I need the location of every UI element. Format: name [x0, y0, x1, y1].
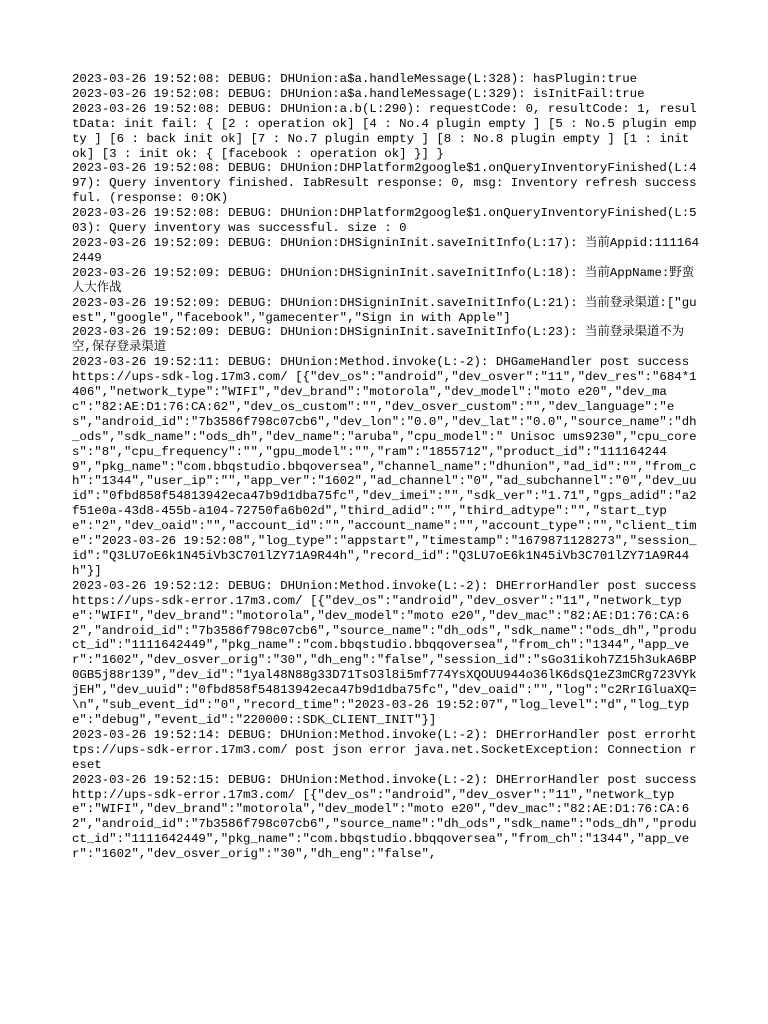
log-line: 2023-03-26 19:52:15: DEBUG: DHUnion:Method.invoke(L:-2): DHErrorHandler post success http://ups-sdk-error.17m3.com/ [{"dev_os":"android","dev_osver":"11","network_type":"WIFI","dev_brand":"motorola","dev_model":"moto e20","dev_mac":"82:AE:D1:76:CA:62","android_id":"7b3586f798c07cb6","source_name":"dh_ods","sdk_name":"ods_dh","product_id":"1111642449","pkg_name":"com.bbqstudio.bbqqoversea","from_ch":"1344","app_ver":"1602","dev_osver_orig":"30","dh_eng":"false",	[72, 772, 705, 862]
log-line: 2023-03-26 19:52:11: DEBUG: DHUnion:Method.invoke(L:-2): DHGameHandler post success https://ups-sdk-log.17m3.com/ [{"dev_os":"android","dev_osver":"11","dev_res":"684*1406","network_type":"WIFI","dev_brand":"motorola","dev_model":"moto e20","dev_mac":"82:AE:D1:76:CA:62","dev_os_custom":"","dev_osver_custom":"","dev_language":"es","android_id":"7b3586f798c07cb6","dev_lon":"0.0","dev_lat":"0.0","source_name":"dh_ods","sdk_name":"ods_dh","dev_name":"aruba","cpu_model":" Unisoc ums9230","cpu_cores":"8","cpu_frequency":"","gpu_model":"","ram":"1855712","product_id":"1111642449","pkg_name":"com.bbqstudio.bbqoversea","channel_name":"dhunion","ad_id":"","from_ch":"1344","user_ip":"","app_ver":"1602","ad_channel":"0","ad_subchannel":"0","dev_uuid":"0fbd858f54813942eca47b9d1dba75fc","dev_imei":"","sdk_ver":"1.71","gps_adid":"a2f51e0a-43d8-455b-a104-72750fa6b02d","third_adid":"","third_adtype":"","start_type":"2","dev_oaid":"","account_id":"","account_name":"","account_type":"","client_time":"2023-03-26 19:52:08","log_type":"appstart","timestamp":"1679871128273","session_id":"Q3LU7oE6k1N45iVb3C701lZY71A9R44h","record_id":"Q3LU7oE6k1N45iVb3C701lZY71A9R44h"}]	[72, 355, 697, 578]
log-line: 2023-03-26 19:52:14: DEBUG: DHUnion:Method.invoke(L:-2): DHErrorHandler post errorhttps://ups-sdk-error.17m3.com/ post json error java.net.SocketException: Connection reset	[72, 727, 697, 772]
log-line: 2023-03-26 19:52:08: DEBUG: DHUnion:a$a.handleMessage(L:328): hasPlugin:true	[72, 72, 638, 86]
log-output	[72, 72, 705, 862]
log-line: 2023-03-26 19:52:12: DEBUG: DHUnion:Method.invoke(L:-2): DHErrorHandler post success https://ups-sdk-error.17m3.com/ [{"dev_os":"android","dev_osver":"11","network_type":"WIFI","dev_brand":"motorola","dev_model":"moto e20","dev_mac":"82:AE:D1:76:CA:62","android_id":"7b3586f798c07cb6","source_name":"dh_ods","sdk_name":"ods_dh","product_id":"1111642449","pkg_name":"com.bbqstudio.bbqqoversea","from_ch":"1344","app_ver":"1602","dev_osver_orig":"30","dh_eng":"false","session_id":"sGo31ikoh7Z15h3ukA6BP0GB5j88r139","dev_id":"1yal48N88g33D71TsO3l8i5mf774YsXQOUU944o36lK6dsQ1eZ3mCRg723VYkjEH","dev_uuid":"0fbd858f54813942eca47b9d1dba75fc","dev_oaid":"","log":"c2RrIGluaXQ=\n","sub_event_id":"0","record_time":"2023-03-26 19:52:07","log_level":"d","log_type":"debug","event_id":"220000::SDK_CLIENT_INIT"}]	[72, 578, 705, 727]
log-line: 2023-03-26 19:52:09: DEBUG: DHUnion:DHSigninInit.saveInitInfo(L:21): 当前登录渠道:["guest","google","facebook","gamecenter","Sign in with Apple"]	[72, 295, 697, 325]
log-line: 2023-03-26 19:52:09: DEBUG: DHUnion:DHSigninInit.saveInitInfo(L:17): 当前Appid:1111642449	[72, 235, 700, 265]
log-line: 2023-03-26 19:52:08: DEBUG: DHUnion:DHPlatform2google$1.onQueryInventoryFinished(L:503): Query inventory was successful. size : 0	[72, 206, 697, 236]
log-line: 2023-03-26 19:52:08: DEBUG: DHUnion:a.b(L:290): requestCode: 0, resultCode: 1, resultData: init fail: { [2 : operation ok] [4 : No.4 plugin empty ] [5 : No.5 plugin empty ] [6 : back init ok] [7 : No.7 plugin empty ] [8 : No.8 plugin empty ] [1 : init ok] [3 : init ok: { [facebook : operation ok] }] }	[72, 101, 697, 161]
log-line: 2023-03-26 19:52:08: DEBUG: DHUnion:a$a.handleMessage(L:329): isInitFail:true	[72, 86, 645, 101]
log-line: 2023-03-26 19:52:09: DEBUG: DHUnion:DHSigninInit.saveInitInfo(L:23): 当前登录渠道不为空,保存登录渠道	[72, 325, 685, 355]
log-line: 2023-03-26 19:52:08: DEBUG: DHUnion:DHPlatform2google$1.onQueryInventoryFinished(L:497): Query inventory finished. IabResult response: 0, msg: Inventory refresh successful. (response: 0:OK)	[72, 161, 697, 206]
log-line: 2023-03-26 19:52:09: DEBUG: DHUnion:DHSigninInit.saveInitInfo(L:18): 当前AppName:野蛮人大作战	[72, 265, 695, 295]
